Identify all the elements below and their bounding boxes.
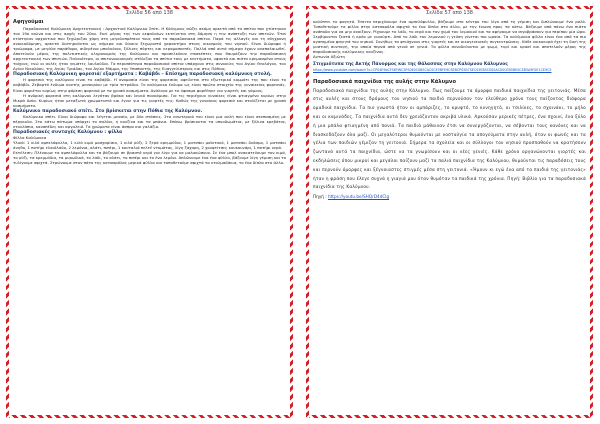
author-signature: Αντωνία Αξιώτη xyxy=(313,54,345,60)
author-heading: Αφηγούμαι xyxy=(13,19,44,25)
recipe-title: Φίλλα Καλύμνικα xyxy=(13,134,47,140)
games-title: Παραδοσιακά παιχνίδια της αυλής στην Κάλυμνο xyxy=(313,78,457,85)
page-number: Σελίδα 56 από 138 xyxy=(126,10,173,16)
house-paragraph: Καλύμνικο σπίτι. Είναι διώροφο και λέγεται μεσαίο, με δύο στάσεις. Στο εσωτερικό του είναι μια αυλή που είναι σκεπασμένη με πέργκολα. Στο κάτω πάτωμα υπάρχει το σαλόνι, η κουζίνα και τα μπάνια. Επάνω βρίσκονται τα υπνοδωμάτια, με ξύλινα κρεβάτια, ντουλάπια, καναπέδες και αργαλειό. Τα χρώματα είναι άσπρο και γαλάζιο. xyxy=(13,113,286,129)
method-paragraph: Εκτέλεση: Πλένουμε τα αμπελόφυλλα και τα βάζουμε σε βραστό νερό για λίγο για να μαλακώσουν. Σε ένα μπολ ανακατεύουμε τον κιμά, το ρύζι, τα κρεμμύδια, τα μυρωδικά, το λάδι, το αλάτι, το πιπέρι και το ένα λεμόνι. Απλώνουμε ένα ένα φύλλο, βάζουμε λίγη γέμιση και το τυλίγουμε σφιχτά. Στρώνουμε στον πάτο της κατσαρόλας μερικά φύλλα και τοποθετούμε σφιχτά τα ντολμαδάκια, το ένα δίπλα στο άλλο. xyxy=(13,149,286,166)
page-border-right xyxy=(590,6,593,418)
games-paragraph: Παραδοσιακά παιχνίδια της αυλής στην Κάλυμνο. Πως παίζουμε τα όμορφα παιδικά παιχνίδια της γειτονιάς. Μέσα στις αυλές και στους δρόμους του νησιού τα παιδιά περνούσαν τον ελεύθερο χρόνο τους παίζοντας διάφορα ομαδικά παιχνίδια. Τα πιο γνωστά ήταν οι αμπάριζες, το κρυφτό, το κυνηγητό, οι τσιλίκες, το σχοινάκι, το μήλο και οι καμινάδες. Τα παιχνίδια αυτά δεν χρειάζονταν ακριβά υλικά. Αρκούσαν μερικές πέτρες, ένα σχοινί, ένα ξύλο ή μια μπάλα φτιαγμένη από πανιά. Τα παιδιά μάθαιναν έτσι να συνεργάζονται, να σέβονται τους κανόνες και να διασκεδάζουν όλα μαζί. Οι μεγαλύτεροι θυμούνται με νοσταλγία τα απογεύματα στην αυλή, όταν οι φωνές και τα γέλια των παιδιών γέμιζαν τη γειτονιά. Σήμερα τα σχολεία και οι σύλλογοι του νησιού προσπαθούν να κρατήσουν ζωντανά αυτά τα παιχνίδια, ώστε να τα γνωρίσουν και οι νέες γενιές. Κάθε χρόνο οργανώνονται γιορτές και εκδηλώσεις όπου μικροί και μεγάλοι παίζουν μαζί τα παλιά παιχνίδια της Καλύμνου, θυμούνται τις παραδόσεις τους και περνούν όμορφες και ξέγνοιαστες στιγμές μέσα στη γειτονιά. «Ήμουν κι εγώ ένα από τα παιδιά της γειτονιάς» ήταν η φράση που έλεγε συχνά η γιαγιά μου όταν θυμόταν τα παιδικά της χρόνια. Πηγή: Βιβλίο για τα παραδοσιακά παιχνίδια της Καλύμνου. xyxy=(313,87,586,190)
recipe-heading: Παραδοσιακές συνταγές Καλύμνου : φίλλα xyxy=(13,129,123,135)
page-border-top xyxy=(306,6,593,9)
page-border-left xyxy=(306,6,309,418)
page-border-bottom xyxy=(306,415,593,418)
page-border-bottom xyxy=(6,415,293,418)
left-page-content xyxy=(13,10,286,412)
house-heading: Καλύμνικο παραδοσιακό σπίτι. Στο βρίσκεται στην Πόθια της Καλύμνου. xyxy=(13,108,203,114)
male-costume-paragraph: Η ανδρική φορεσιά στη καλύμνου λεγόταν βράκα και λευκό πουκάμισο. Για τις περιέχουν γυναίκες είναι φτιαγμένο κυρίως στην Μικρά Ασία. Κυρίως ήταν μεταξωτά χρωματιστά και έγινε για τις γιορτές της. Καθώς της γυναίκας φορεσιά και στολίζεται με χρυσά κοσμήματα. xyxy=(13,92,286,108)
video-link[interactable]: https://www.youtube.com/watch?v=CPS4E9bCFS8YWC5FS0E0C0BSCACSCE5BFE9CSEBCPS5B7SECS5EB5CE0SAC0SCEB5BE0CEB5A9F0E1CE9C5 xyxy=(313,68,552,73)
page-border-top xyxy=(6,6,293,9)
video-heading: Στιγμιότυπα της Ακτής Πάνορμος και της Θάλασσας στην Καλύμνου Κάλυμνος xyxy=(313,62,508,68)
page-border-left xyxy=(6,6,9,418)
costume-heading: Παραδοσιακή Καλύμνικη φορεσιά/ εξαρτήματα : Καβάβδι – Επίσημη παραδοσιακή καλύμνικη στολή. xyxy=(13,72,272,78)
intro-paragraph: Παραδοσιακή Καλύμνικη Αρχιτεκτονική : Αρχοντικό Καλύμνικο Σπίτι. Η Κάλυμνος σώζει ακόμη αρκετά από τα σπίτια που χτίστηκαν τον 19ο αιώνα και στις αρχές του 20ου. Εκεί μέρος της των κεφαλαίων εκτείνεται στη δόμηση η την ανάπτυξη των σπιτιών. Έτσι κτίστηκαν αρχοντικά που ξεχώριζαν χάρη στη μεγαλοπρέπεια τους από τα παραδοσιακά σπίτια. Παρά τις αλλαγές και τη σύγχρονη ανοικοδόμηση, αρκετά διατηρούνται ως σήμερα και δίνουν ξεχωριστό χαρακτήρα στους οικισμούς του νησιού. Είναι διώροφα ή τριώροφα, με μεγάλα παράθυρα, σιδερένια μπαλκόνια, ξύλινες πόρτες και κεραμοσκεπές. Πολλά από αυτά σήμερα έχουν αναπαλαιωθεί. Αποτελούν μέρος της πολιτιστικής κληρονομιάς της Καλύμνου και προσελκύουν επισκέπτες που θαυμάζουν την παραδοσιακή αρχιτεκτονική των σπιτιών. Παλαιότερα, οι σπιτονοικοκυρές στόλιζαν τα σπίτια τους με κεντήματα, υφαντά και πιάτα κρεμασμένα στους τοίχους, ενώ οι αυλές ήταν γεμάτες λουλούδια. Τα περισσότερα παραδοσιακά σπίτια υπάρχουν στις συνοικίες του Αγίου Θεολόγου, του Αγίου Νικολάου, της Αγίας Τριάδας, του Αγίου Μάμμα, της Υπαπαντής, της Ευαγγελίστριας και στις Πόθιας. xyxy=(13,26,286,72)
youtube-source xyxy=(313,194,586,199)
page-number: Σελίδα 57 από 138 xyxy=(426,10,473,16)
left-page xyxy=(6,6,293,418)
ingredients-paragraph: Υλικά: 1 κιλό αμπελόφυλλα, 1 κιλό κιμά μοσχαρίσιο, 1 κιλό ρύζι, 2 ξερά κρεμμύδια, 1 ματσάκι μαϊντανό, 1 ματσάκι δυόσμο, 1 ματσάκι άνηθο, 1 ποτήρι ελαιόλαδο, 2 λεμόνια, αλάτι, πιπέρι, 1 κουταλιά πελτέ ντομάτας, λίγη ζάχαρη, 2 χουφτίτσες κουκουνάρι, 1 ποτήρι νερό. xyxy=(13,139,286,150)
youtube-link[interactable]: https://youtu.be/SHQrD4dClg xyxy=(328,194,390,200)
source-label: Πηγή : xyxy=(313,194,329,200)
costume-paragraph: Η φορεσιά της καλύμνου είναι το καβάβδι. Η ονομασία είναι της φορεσιάς οφείλεται στο εξωτερικό κομμάτι της που είναι το καβάβδι. Ζεβαρτό ένδυμα κοντής μεσουρίου με τρία τετράδια. Το καλύμνικο ένδυμα ως είναι πρώτο στοιχείο της γυναικείας φορεσιάς. Είναι φοριέται κυρίως στην φόρεση φορεσιά με τα χρυσά κοσμήματα. Ανάλογα με το ύφασμα φορέθηκε για γιορτές και γάμους. xyxy=(13,77,286,93)
recipe-continued-paragraph: καλύπτει το φαγητό. Έπειτα περιχύνουμε ένα αμπελόφυλλο, βάζουμε στο κέντρο του λίγο από τη γέμιση και διπλώνουμε ένα ρολό. Τοποθετούμε τα φίλλα στην κατσαρόλα σφιχτά το ένα δίπλα στο άλλο, με την ένωση προς τα κάτω. Βάζουμε από πάνω ένα πιάτο ανάποδα για να μην ανοίξουν. Ρίχνουμε το λάδι, το νερό και τον χυμό του λεμονιού και τα αφήνουμε να σιγοβράσουν για περίπου μία ώρα. Σερβίρονται ζεστά ή κρύα με γιαούρτι. Από το λάδι του λεμονιού η γεύση γίνεται πιο ωραία. Τα καλύμνικα φίλλα είναι ένα από τα πιο αγαπημένα φαγητά του νησιού. Συνήθως τα φτιάχνουν στις γιορτές και σε οικογενειακές συγκεντρώσεις. Κάθε νοικοκυρά έχει τη δική της μυστική συνταγή, την οποία περνά από γενιά σε γενιά. Τα φίλλα συνοδεύονται με ψωμί, τυρί και κρασί και αποτελούν μέρος της παραδοσιακής καλύμνικης κουζίνας. xyxy=(313,19,586,55)
right-page xyxy=(306,6,593,418)
right-page-content xyxy=(313,10,586,412)
page-border-right xyxy=(290,6,293,418)
